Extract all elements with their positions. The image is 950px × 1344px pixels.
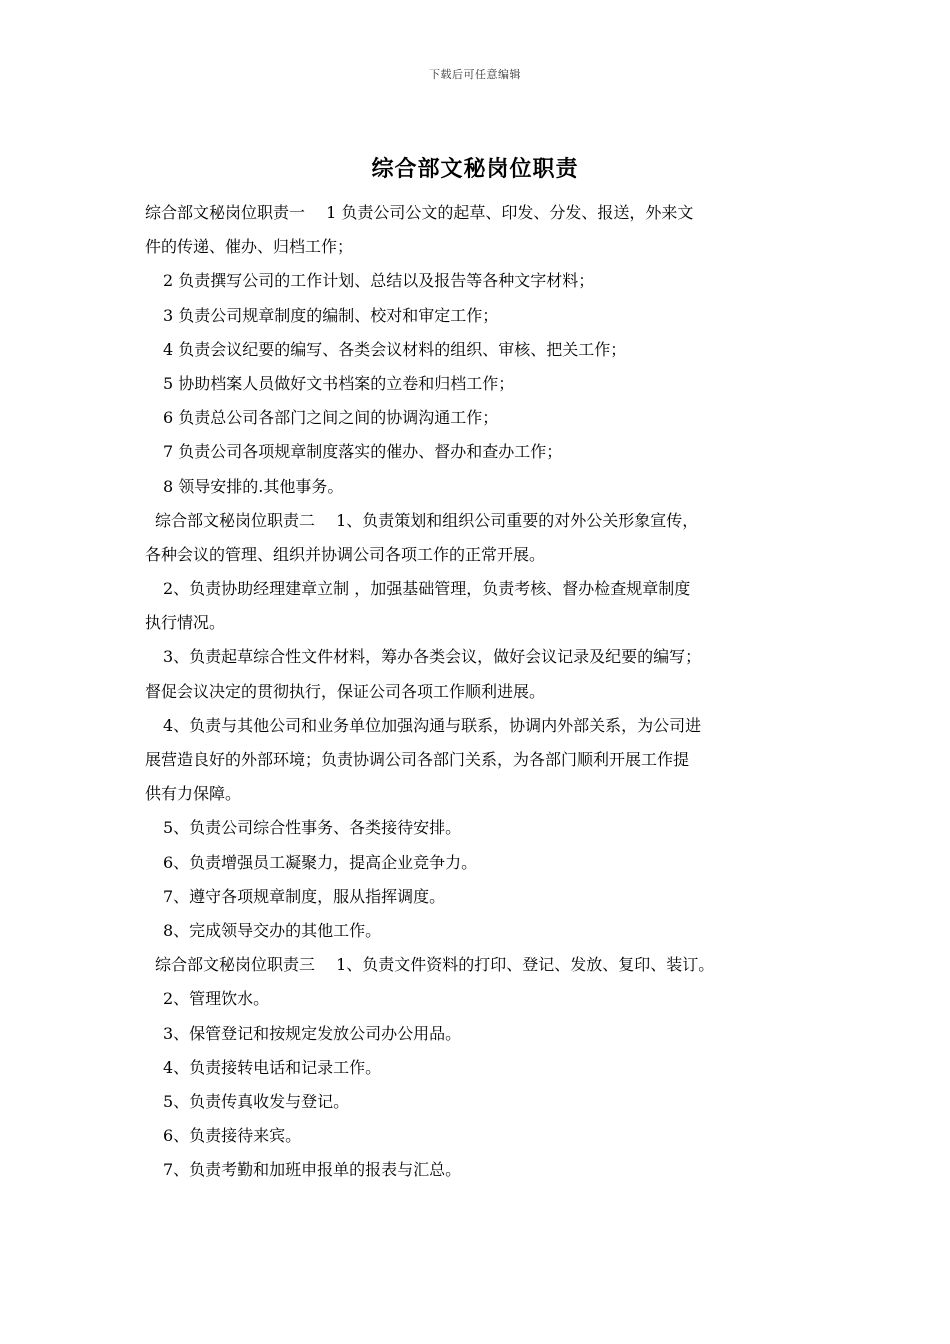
document-line: 综合部文秘岗位职责一 1 负责公司公文的起草、印发、分发、报送，外来文: [145, 203, 694, 222]
document-line: 4、负责接转电话和记录工作。: [163, 1057, 382, 1077]
document-line: 督促会议决定的贯彻执行，保证公司各项工作顺利进展。: [145, 681, 546, 701]
document-body: [145, 196, 810, 1187]
document-line: 7、遵守各项规章制度，服从指挥调度。: [163, 886, 446, 906]
document-line: 6、负责增强员工凝聚力，提高企业竞争力。: [163, 852, 478, 872]
document-line: 执行情况。: [145, 613, 226, 633]
document-line: 7、负责考勤和加班申报单的报表与汇总。: [163, 1160, 462, 1180]
document-line: 4、负责与其他公司和业务单位加强沟通与联系，协调内外部关系，为公司进: [163, 715, 702, 735]
document-line: 4 负责会议纪要的编写、各类会议材料的组织、审核、把关工作；: [163, 339, 627, 359]
document-line: 3、保管登记和按规定发放公司办公用品。: [163, 1023, 462, 1043]
document-line: 8 领导安排的.其他事务。: [163, 476, 344, 496]
document-line: 展营造良好的外部环境；负责协调公司各部门关系，为各部门顺利开展工作提: [145, 750, 690, 769]
document-line: 2、负责协助经理建章立制 ，加强基础管理，负责考核、督办检查规章制度: [163, 579, 691, 599]
document-line: 供有力保障。: [145, 784, 242, 804]
document-line: 5、负责公司综合性事务、各类接待安排。: [163, 818, 462, 838]
document-line: 综合部文秘岗位职责三 1、负责文件资料的打印、登记、发放、复印、装订。: [155, 955, 715, 975]
document-line: 3、负责起草综合性文件材料，筹办各类会议，做好会议记录及纪要的编写；: [163, 647, 702, 667]
document-line: 2、管理饮水。: [163, 989, 270, 1009]
document-line: 8、完成领导交办的其他工作。: [163, 920, 382, 940]
document-line: 件的传递、催办、归档工作；: [145, 237, 354, 257]
document-line: 5 协助档案人员做好文书档案的立卷和归档工作；: [163, 373, 515, 393]
document-title: 综合部文秘岗位职责: [371, 156, 579, 182]
document-line: 2 负责撰写公司的工作计划、总结以及报告等各种文字材料；: [163, 271, 595, 291]
page-header-note: 下载后可任意编辑: [429, 68, 521, 81]
document-line: 6、负责接待来宾。: [163, 1126, 302, 1146]
document-line: 6 负责总公司各部门之间之间的协调沟通工作；: [163, 408, 499, 428]
document-line: 3 负责公司规章制度的编制、校对和审定工作；: [163, 305, 499, 325]
document-line: 5、负责传真收发与登记。: [163, 1091, 350, 1111]
document-line: 综合部文秘岗位职责二 1、负责策划和组织公司重要的对外公关形象宣传，: [155, 510, 699, 530]
document-line: 7 负责公司各项规章制度落实的催办、督办和查办工作；: [163, 442, 563, 462]
document-line: 各种会议的管理、组织并协调公司各项工作的正常开展。: [145, 544, 546, 564]
